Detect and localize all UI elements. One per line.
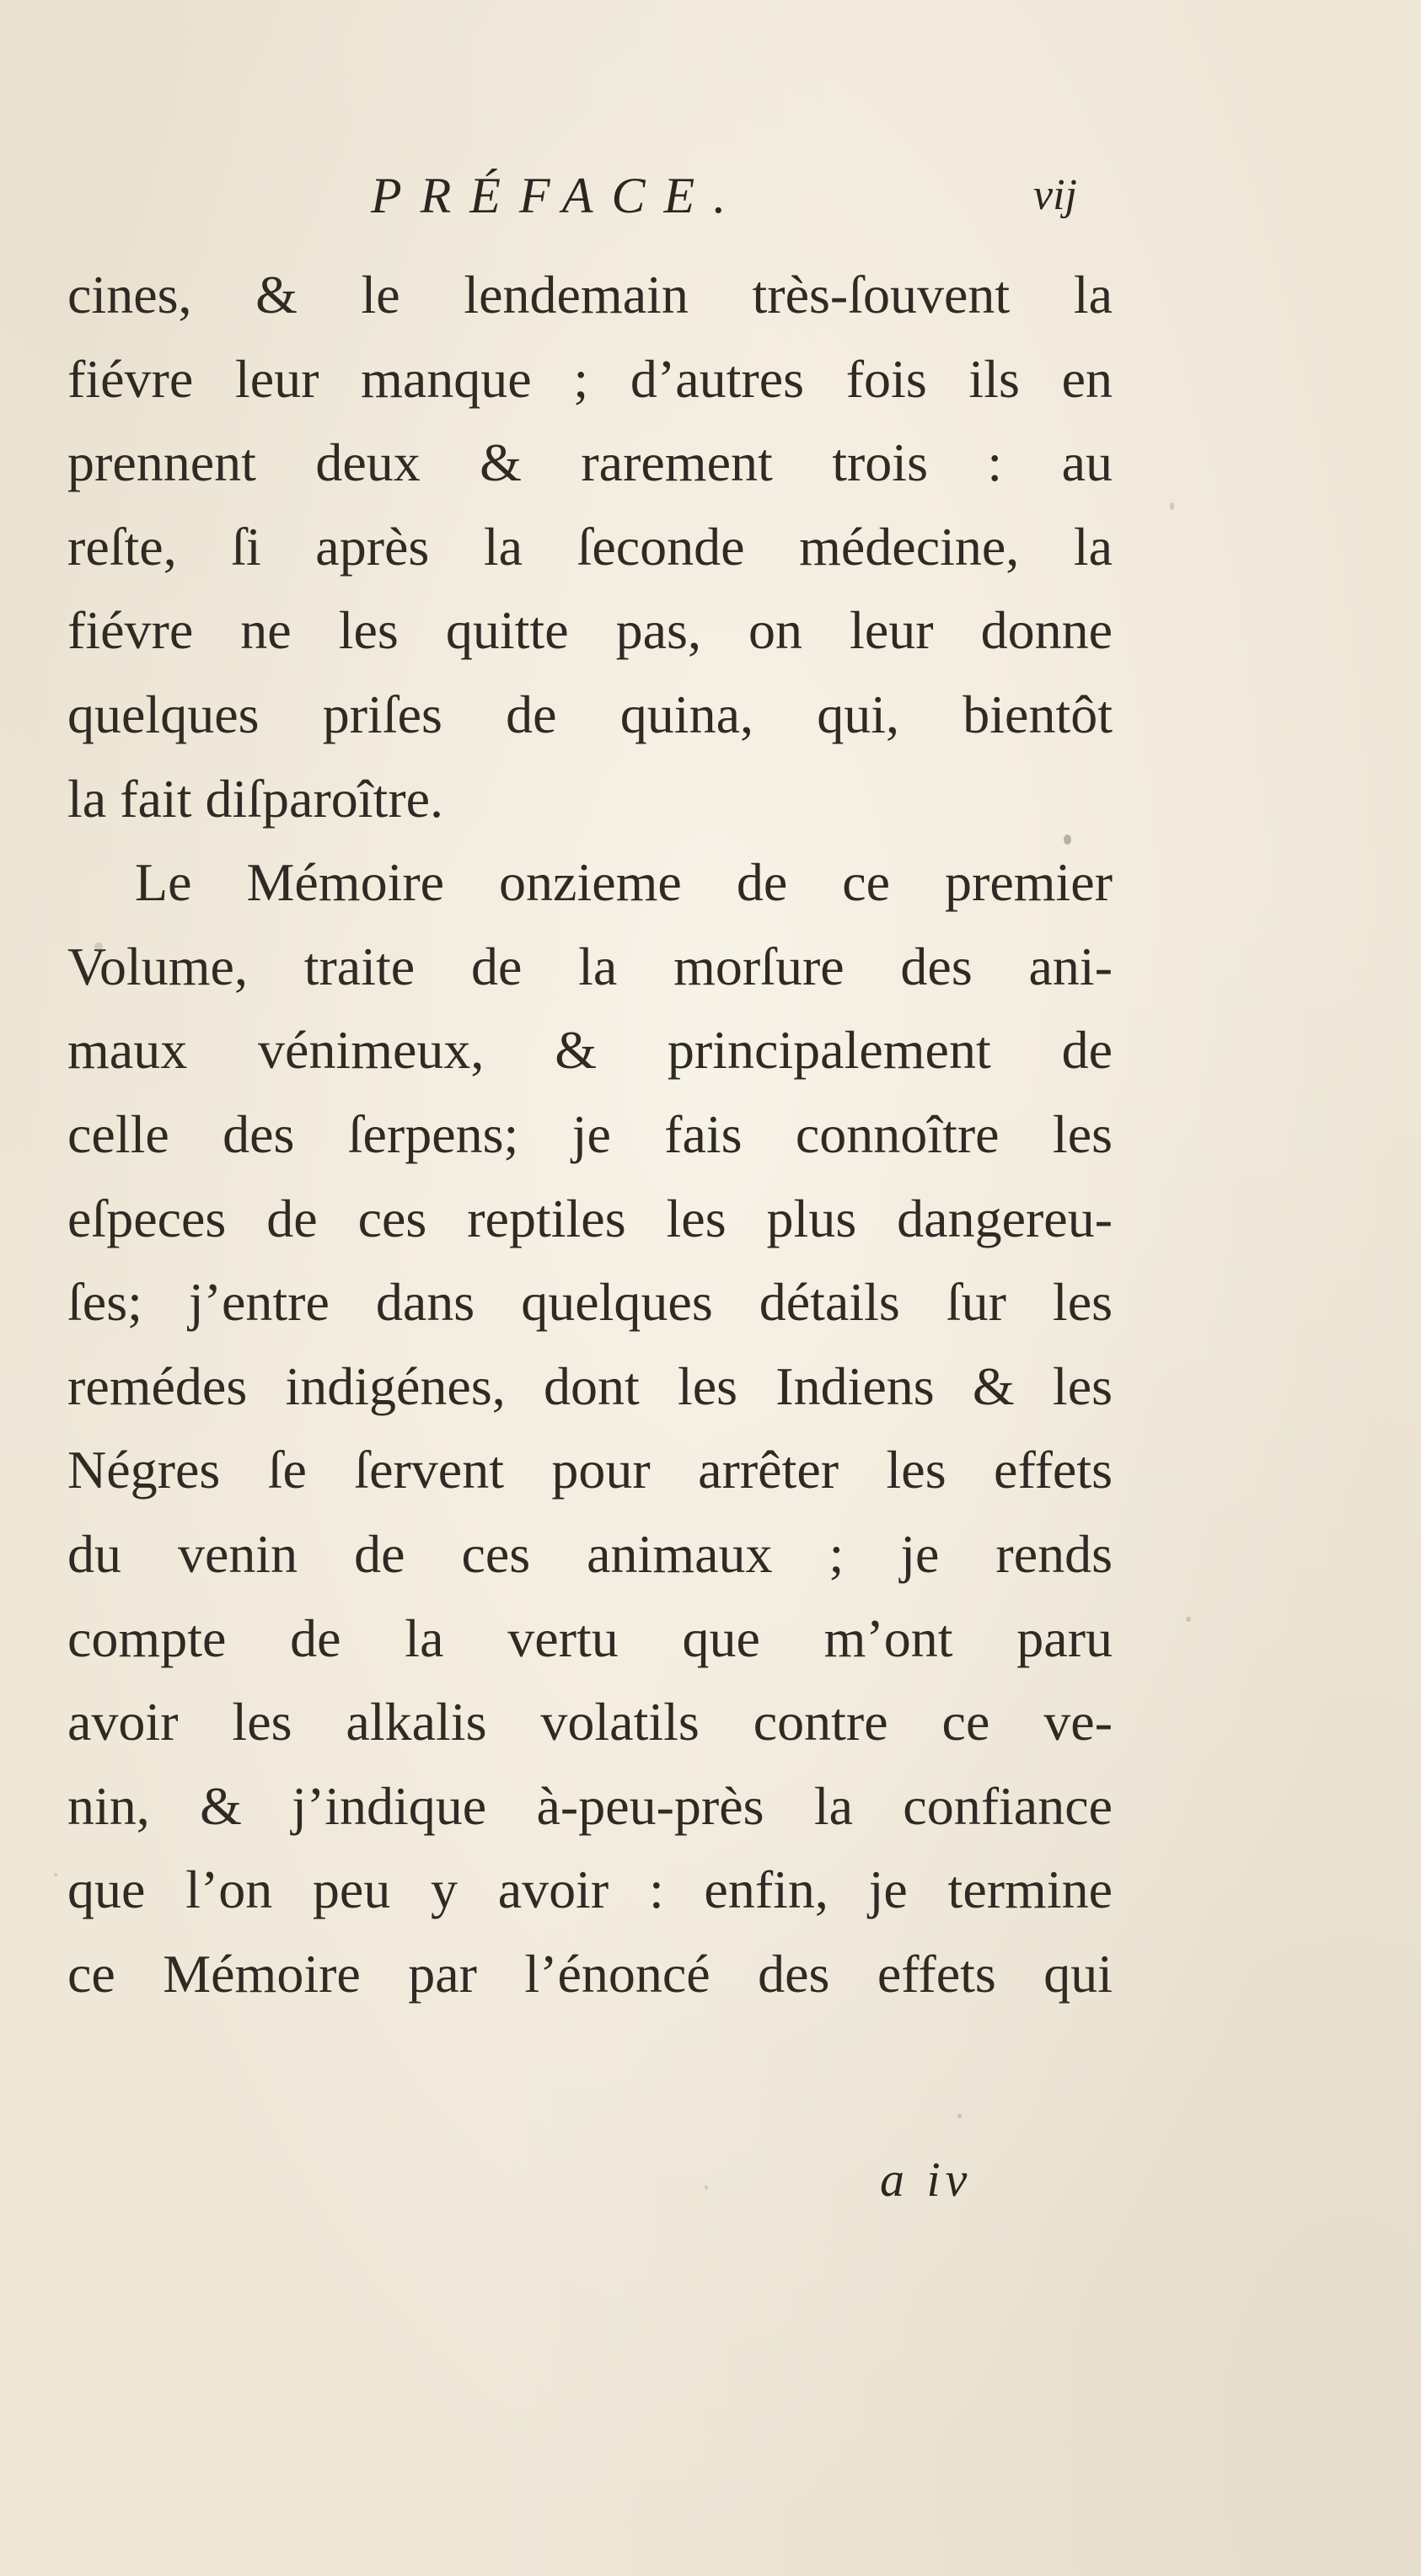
- paper-speck: [1186, 1617, 1191, 1622]
- text-line: remédes indigénes, dont les Indiens & les: [67, 1355, 1113, 1416]
- paragraph-last-line: la fait diſparoître.: [67, 768, 444, 829]
- text-line: cines, & le lendemain très-ſouvent la: [67, 265, 1113, 325]
- paper-speck: [1064, 835, 1071, 845]
- text-line: ſes; j’entre dans quelques détails ſur les: [67, 1272, 1113, 1333]
- text-line: Volume, traite de la morſure des ani-: [67, 936, 1113, 996]
- page-number: vij: [1033, 171, 1077, 219]
- signature-catchword: a iv: [880, 2152, 973, 2207]
- text-line: eſpeces de ces reptiles les plus dangereu-: [67, 1188, 1113, 1248]
- text-line: compte de la vertu que m’ont paru: [67, 1607, 1113, 1668]
- paper-speck: [705, 2185, 708, 2190]
- text-line: du venin de ces animaux ; je rends: [67, 1523, 1113, 1584]
- text-line: que l’on peu y avoir : enfin, je termine: [67, 1860, 1113, 1920]
- text-line: fiévre leur manque ; d’autres fois ils en: [67, 348, 1113, 409]
- paragraph-first-line: Le Mémoire onzieme de ce premier: [135, 852, 1113, 913]
- running-title: PRÉFACE.: [371, 168, 745, 223]
- paper-speck: [957, 2114, 962, 2118]
- text-line: reſte, ſi après la ſeconde médecine, la: [67, 516, 1113, 577]
- paper-speck: [54, 1873, 57, 1876]
- running-head: [0, 167, 1421, 234]
- text-line: prennent deux & rarement trois : au: [67, 432, 1113, 493]
- body-text: [67, 253, 1113, 2015]
- text-line: avoir les alkalis volatils contre ce ve-: [67, 1692, 1113, 1752]
- text-line: quelques priſes de quina, qui, bientôt: [67, 684, 1113, 744]
- text-line: celle des ſerpens; je fais connoître les: [67, 1103, 1113, 1164]
- text-line: ce Mémoire par l’énoncé des effets qui: [67, 1943, 1113, 2004]
- text-line: maux vénimeux, & principalement de: [67, 1020, 1113, 1081]
- paper-speck: [1170, 502, 1174, 510]
- text-line: Négres ſe ſervent pour arrêter les effets: [67, 1440, 1113, 1500]
- text-line: fiévre ne les quitte pas, on leur donne: [67, 600, 1113, 661]
- text-line: nin, & j’indique à-peu-près la confiance: [67, 1775, 1113, 1836]
- paper-speck: [94, 942, 103, 951]
